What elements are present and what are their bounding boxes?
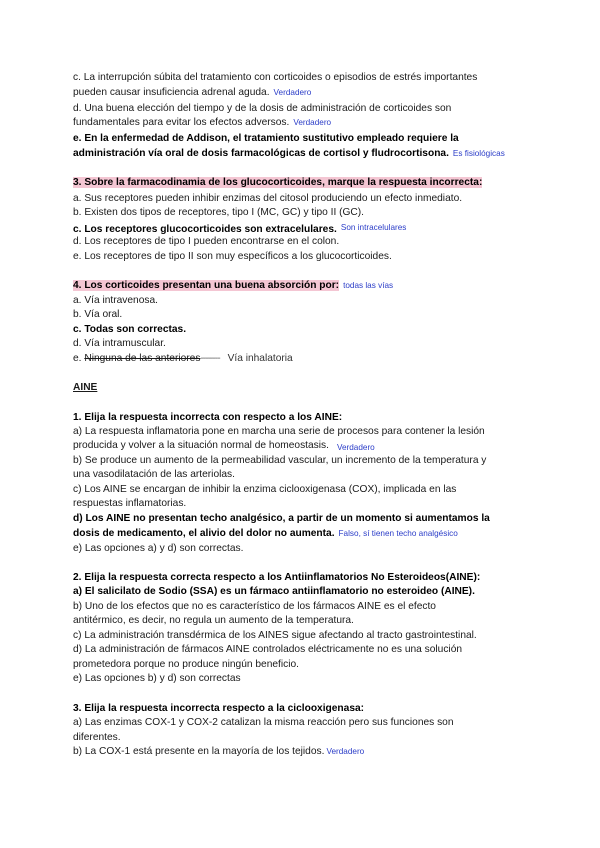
q3-option-e: e. Los receptores de tipo II son muy específicos a los glucocorticoides. <box>73 251 392 262</box>
aine-q3-a-line2: diferentes. <box>73 732 121 743</box>
aine-q2-d-line1: d) La administración de fármacos AINE controlados eléctricamente no es una solución <box>73 644 463 655</box>
question-4-note: todas las vías <box>343 281 394 290</box>
aine-q1-c-line2: respuestas inflamatorias. <box>73 498 187 509</box>
q3-option-d: d. Los receptores de tipo I pueden encontrarse en el colon. <box>73 236 340 247</box>
aine-q3-b-note: Verdadero <box>326 747 365 756</box>
aine-q1-a-line1: a) La respuesta inflamatoria pone en marcha una serie de procesos para contener la lesión <box>73 426 485 437</box>
option-e-note: Es fisiológicas <box>452 149 505 158</box>
q3-option-c <box>73 221 406 236</box>
section-heading: AINE <box>73 382 98 393</box>
question-4-highlight: 4. Los corticoides presentan una buena absorción por: <box>73 280 340 291</box>
q4-option-e-dash: -------- <box>200 353 220 364</box>
option-e-line2 <box>73 147 505 160</box>
aine-q1-a-text: producida y volver a la situación normal de homeostasis. <box>73 440 329 451</box>
aine-q1-d-line2 <box>73 527 458 540</box>
question-3-title <box>73 176 482 189</box>
q4-option-b: b. Vía oral. <box>73 309 123 320</box>
option-c-note: Verdadero <box>273 88 312 97</box>
aine-q2-d-line2: prometedora porque no produce ningún beneficio. <box>73 659 299 670</box>
q4-option-e <box>73 352 293 365</box>
aine-q2-b-line1: b) Uno de los efectos que no es característico de los fármacos AINE es el efecto <box>73 601 436 612</box>
q3-option-c-text: c. Los receptores glucocorticoides son extracelulares. <box>73 224 337 235</box>
q4-option-e-struck: Ninguna de las anteriores <box>84 353 201 364</box>
question-4-title <box>73 279 393 292</box>
question-3-highlight: 3. Sobre la farmacodinamia de los glucocorticoides, marque la respuesta incorrecta: <box>73 177 483 188</box>
aine-q2-e: e) Las opciones b) y d) son correctas <box>73 673 241 684</box>
aine-q3-a-line1: a) Las enzimas COX-1 y COX-2 catalizan la misma reacción pero sus funciones son <box>73 717 454 728</box>
q3-option-a: a. Sus receptores pueden inhibir enzimas del citosol produciendo un efecto inmediato. <box>73 193 463 204</box>
aine-q1-c-line1: c) Los AINE se encargan de inhibir la enzima ciclooxigenasa (COX), implicada en las <box>73 484 457 495</box>
q4-option-e-prefix: e. <box>73 353 82 364</box>
aine-q1-b-line2: una vasodilatación de las arteriolas. <box>73 469 235 480</box>
option-c-line2 <box>73 86 311 99</box>
q4-option-c: c. Todas son correctas. <box>73 324 187 335</box>
aine-q2-a: a) El salicilato de Sodio (SSA) es un fármaco antiinflamatorio no esteroideo (AINE). <box>73 586 475 597</box>
option-d-note: Verdadero <box>293 118 332 127</box>
aine-q2-c: c) La administración transdérmica de los AINES sigue afectando al tracto gastrointestinal. <box>73 630 477 641</box>
aine-q3-b <box>73 745 364 758</box>
aine-q1-a-note: Verdadero <box>336 443 375 452</box>
q4-option-a: a. Vía intravenosa. <box>73 295 158 306</box>
aine-q1-e: e) Las opciones a) y d) son correctas. <box>73 543 244 554</box>
aine-q1-d-note: Falso, sí tienen techo analgésico <box>338 529 458 538</box>
aine-q3-title: 3. Elija la respuesta incorrecta respecto a la ciclooxigenasa: <box>73 703 365 714</box>
option-c-text: pueden causar insuficiencia adrenal aguda. <box>73 87 270 98</box>
q3-option-b: b. Existen dos tipos de receptores, tipo I (MC, GC) y tipo II (GC). <box>73 207 365 218</box>
aine-q1-b-line1: b) Se produce un aumento de la permeabilidad vascular, un incremento de la temperatura y <box>73 455 487 466</box>
q3-option-c-note: Son intracelulares <box>340 223 407 232</box>
option-c-line1: c. La interrupción súbita del tratamiento con corticoides o episodios de estrés importantes <box>73 72 478 83</box>
aine-q1-title: 1. Elija la respuesta incorrecta con respecto a los AINE: <box>73 412 343 423</box>
aine-q2-title: 2. Elija la respuesta correcta respecto a los Antiinflamatorios No Esteroideos(AINE): <box>73 572 481 583</box>
option-d-line1: d. Una buena elección del tiempo y de la dosis de administración de corticoides son <box>73 103 452 114</box>
q4-option-e-note: Vía inhalatoria <box>227 353 293 364</box>
q4-option-d: d. Vía intramuscular. <box>73 338 166 349</box>
aine-q1-d-line1: d) Los AINE no presentan techo analgésico, a partir de un momento si aumentamos la <box>73 513 490 524</box>
aine-q1-d-text: dosis de medicamento, el alivio del dolor no aumenta. <box>73 528 335 539</box>
option-e-line1: e. En la enfermedad de Addison, el tratamiento sustitutivo empleado requiere la <box>73 133 459 144</box>
option-e-text: administración vía oral de dosis farmacológicas de cortisol y fludrocortisona. <box>73 148 449 159</box>
option-d-text: fundamentales para evitar los efectos adversos. <box>73 117 290 128</box>
aine-q3-b-text: b) La COX-1 está presente en la mayoría de los tejidos. <box>73 746 325 757</box>
aine-q1-a-line2 <box>73 439 375 454</box>
option-d-line2 <box>73 116 331 129</box>
aine-q2-b-line2: antitérmico, es decir, no regula un aumento de la temperatura. <box>73 615 354 626</box>
